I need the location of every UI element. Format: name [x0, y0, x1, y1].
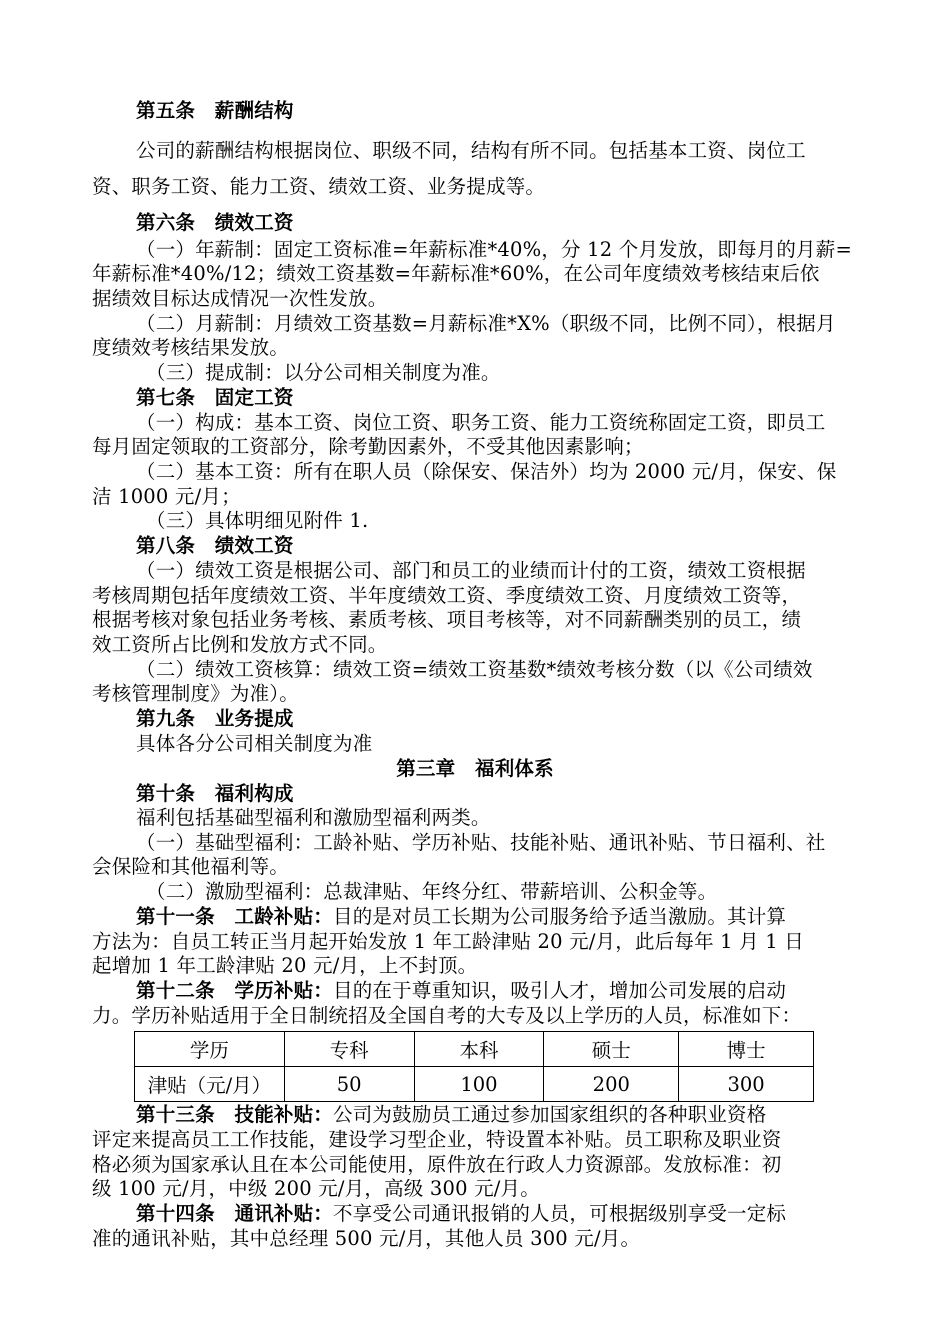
article-14-line-1 — [136, 1201, 860, 1227]
article-11-line-2: 方法为：自员工转正当月起开始发放 1 年工龄津贴 20 元/月，此后每年 1 月 1 日 — [92, 930, 804, 953]
article-6-line-6: （三）提成制：以分公司相关制度为准。 — [146, 361, 501, 384]
table-cell: 津贴（元/月） — [135, 1067, 285, 1102]
article-5-line-2: 资、职务工资、能力工资、绩效工资、业务提成等。 — [92, 175, 546, 198]
article-9-line-1: 具体各分公司相关制度为准 — [136, 732, 373, 755]
article-5-heading: 第五条 薪酬结构 — [136, 99, 294, 122]
article-6-line-2: 年薪标准*40%/12；绩效工资基数=年薪标准*60%，在公司年度绩效考核结束后依 — [92, 262, 820, 285]
article-8-line-4: 效工资所占比例和发放方式不同。 — [92, 633, 388, 656]
table-header-cell: 学历 — [135, 1032, 285, 1067]
article-10-line-1: 福利包括基础型福利和激励型福利两类。 — [136, 806, 491, 829]
article-12-line-1 — [136, 978, 860, 1004]
article-10-line-3: 会保险和其他福利等。 — [92, 855, 290, 878]
table-header-cell: 专科 — [284, 1032, 414, 1067]
article-11-heading: 第十一条 工龄补贴： — [136, 905, 334, 928]
article-6-heading: 第六条 绩效工资 — [136, 211, 294, 234]
article-6-line-3: 据绩效目标达成情况一次性发放。 — [92, 287, 388, 310]
table-cell: 50 — [284, 1067, 414, 1102]
article-8-line-2: 考核周期包括年度绩效工资、半年度绩效工资、季度绩效工资、月度绩效工资等， — [92, 584, 802, 607]
article-7-line-3: （二）基本工资：所有在职人员（除保安、保洁外）均为 2000 元/月，保安、保 — [136, 460, 837, 483]
article-11-line-3: 起增加 1 年工龄津贴 20 元/月，上不封顶。 — [92, 954, 478, 977]
table-row — [135, 1067, 814, 1102]
article-8-line-6: 考核管理制度》为准）。 — [92, 682, 299, 705]
article-11-line-1-text: 目的是对员工长期为公司服务给予适当激励。其计算 — [333, 905, 787, 928]
article-8-line-1: （一）绩效工资是根据公司、部门和员工的业绩而计付的工资，绩效工资根据 — [136, 559, 806, 582]
article-13-heading: 第十三条 技能补贴： — [136, 1103, 334, 1126]
article-12-line-1-text: 目的在于尊重知识，吸引人才，增加公司发展的启动 — [333, 979, 787, 1002]
article-10-heading: 第十条 福利构成 — [136, 782, 294, 805]
article-14-line-2: 准的通讯补贴，其中总经理 500 元/月，其他人员 300 元/月。 — [92, 1227, 641, 1250]
article-8-heading: 第八条 绩效工资 — [136, 534, 294, 557]
article-9-heading: 第九条 业务提成 — [136, 707, 294, 730]
chapter-3-title: 第三章 福利体系 — [396, 757, 554, 780]
article-7-line-5: （三）具体明细见附件 1. — [146, 509, 369, 532]
article-12-line-2: 力。学历补贴适用于全日制统招及全国自考的大专及以上学历的人员，标准如下： — [92, 1004, 802, 1027]
article-10-line-4: （二）激励型福利：总裁津贴、年终分红、带薪培训、公积金等。 — [146, 880, 718, 903]
education-allowance-table — [134, 1031, 814, 1102]
article-6-line-4: （二）月薪制：月绩效工资基数=月薪标准*X%（职级不同，比例不同），根据月 — [136, 312, 836, 335]
article-7-line-4: 洁 1000 元/月； — [92, 485, 241, 508]
article-7-line-2: 每月固定领取的工资部分，除考勤因素外，不受其他因素影响； — [92, 435, 644, 458]
article-10-line-2: （一）基础型福利：工龄补贴、学历补贴、技能补贴、通讯补贴、节日福利、社 — [136, 831, 826, 854]
article-6-line-1: （一）年薪制：固定工资标准=年薪标准*40%，分 12 个月发放，即每月的月薪= — [136, 238, 852, 261]
article-12-heading: 第十二条 学历补贴： — [136, 979, 334, 1002]
table-cell: 300 — [679, 1067, 814, 1102]
table-header-cell: 硕士 — [544, 1032, 679, 1067]
article-13-line-1-text: 公司为鼓励员工通过参加国家组织的各种职业资格 — [333, 1103, 767, 1126]
article-14-line-1-text: 不享受公司通讯报销的人员，可根据级别享受一定标 — [333, 1202, 787, 1225]
article-13-line-4: 级 100 元/月，中级 200 元/月，高级 300 元/月。 — [92, 1177, 540, 1200]
article-5-line-1: 公司的薪酬结构根据岗位、职级不同，结构有所不同。包括基本工资、岗位工 — [136, 139, 806, 162]
table-header-cell: 博士 — [679, 1032, 814, 1067]
article-13-line-1 — [136, 1102, 860, 1128]
article-13-line-3: 格必须为国家承认且在本公司能使用，原件放在行政人力资源部。发放标准：初 — [92, 1153, 782, 1176]
article-14-heading: 第十四条 通讯补贴： — [136, 1202, 334, 1225]
article-7-line-1: （一）构成：基本工资、岗位工资、职务工资、能力工资统称固定工资，即员工 — [136, 411, 826, 434]
article-6-line-5: 度绩效考核结果发放。 — [92, 336, 290, 359]
table-cell: 200 — [544, 1067, 679, 1102]
article-8-line-5: （二）绩效工资核算：绩效工资=绩效工资基数*绩效考核分数（以《公司绩效 — [136, 658, 813, 681]
article-13-line-2: 评定来提高员工工作技能，建设学习型企业，特设置本补贴。员工职称及职业资 — [92, 1128, 782, 1151]
article-7-heading: 第七条 固定工资 — [136, 386, 294, 409]
table-cell: 100 — [414, 1067, 544, 1102]
article-11-line-1 — [136, 904, 860, 930]
article-8-line-3: 根据考核对象包括业务考核、素质考核、项目考核等，对不同薪酬类别的员工，绩 — [92, 608, 802, 631]
table-header-row — [135, 1032, 814, 1067]
table-header-cell: 本科 — [414, 1032, 544, 1067]
